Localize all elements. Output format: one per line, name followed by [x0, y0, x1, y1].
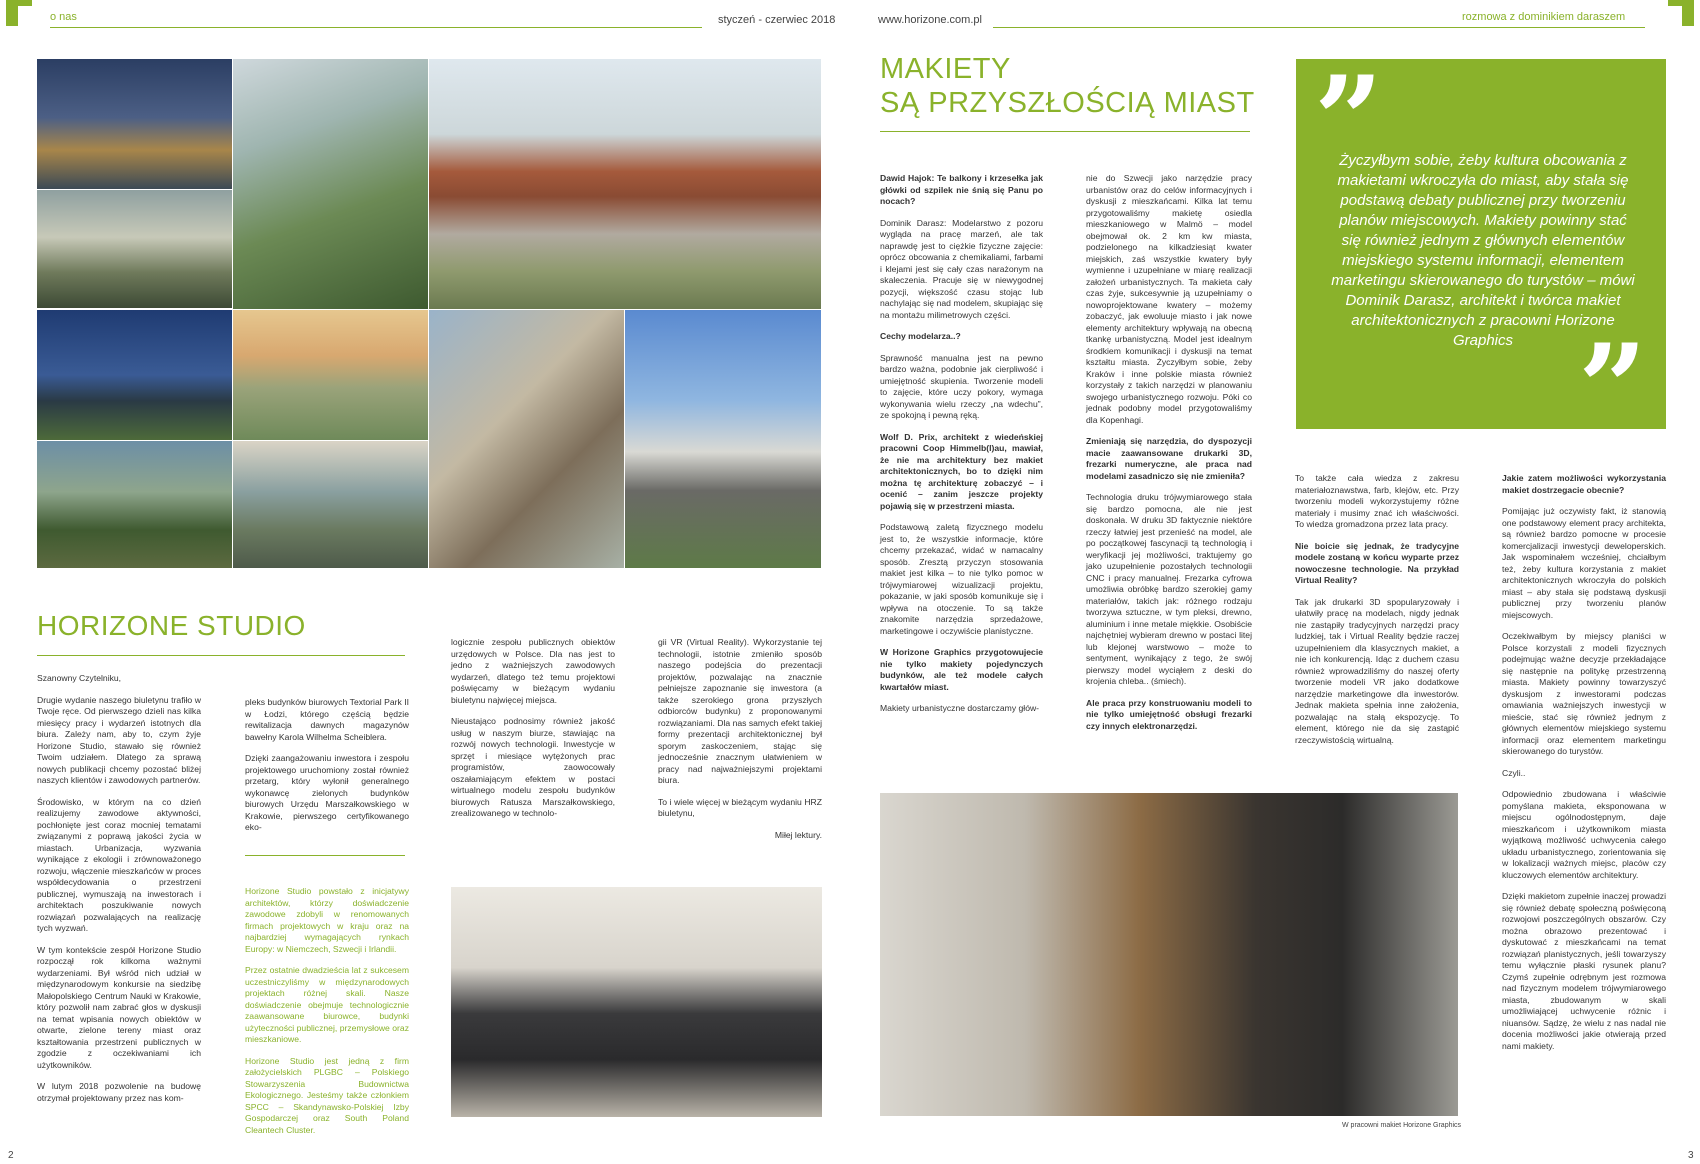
right-title-rule [880, 131, 1250, 132]
question: Zmieniają się narzędzia, do dyspozycji macie zaawansowane drukarki 3D, frezarki numeryczne, ale praca nad modelami zasadniczo się nie zmieniła? [1086, 436, 1252, 481]
left-title-rule [37, 655, 405, 656]
pull-quote: Życzyłbym sobie, żeby kultura obcowania z makietami wkroczyła do miast, aby stała się podstawą debaty publicznej przy tworzeniu planów miejscowych. Makiety powinny stać się również jednym z głównych elementów miejskiego systemu informacji, elementem marketingu skierowanego do turystów – mówi Dominik Darasz, architekt i twórca makiet architektonicznych z pracowni Horizone Graphics [1331, 152, 1635, 349]
paragraph: Pomijając już oczywisty fakt, iż stanowią one podstawowy element pracy architekta, są również bardzo pomocne w procesie komercjalizacji inwestycji deweloperskich. Jak wspominałem wcześniej, chciałbym też, żeby kultura korzystania z makiet architektonicznych wkroczyła do polskich miast – aby stała się podstawą dyskusji publicznej przy tworzeniu planów miejscowych. [1502, 506, 1666, 620]
paragraph: Dominik Darasz: Modelarstwo z pozoru wygląda na pracę marzeń, ale tak naprawdę jest to ciężkie fizyczne zajęcie: oprócz obcowania z chemikaliami, farbami i klejami jest się cały czas narażonym na skaleczenia. Pracuje się w niewygodnej pozycji, większość czasu stojąc lub nachylając się nad modelem, skupiając się na montażu milimetrowych części. [880, 217, 1043, 320]
photo-tree-building [37, 441, 232, 568]
title-line-2: SĄ PRZYSZŁOŚCIĄ MIAST [880, 87, 1255, 119]
paragraph: Makiety urbanistyczne dostarczamy głów- [880, 703, 1040, 713]
paragraph: Nieustająco podnosimy również jakość usług w naszym biurze, stawiając na rozwój nowych technologii. Inwestycje w sprzęt i miesiące wytężonych prac programistów, zaowocowały oszałamiającym efektem w postaci wirtualnego modelu zespołu budynków biurowych Ratusza Marszałkowskiego, zrealizowanego w technolo- [451, 716, 615, 818]
paragraph: Sprawność manualna jest na pewno bardzo ważna, podobnie jak cierpliwość i umiejętność skupienia. Tworzenie modeli to zajęcie, które uczy pokory, wymaga wykonywania wielu rzeczy „na wdechu”, ze spokojną i pewną ręką. [880, 352, 1043, 420]
title-line-1: MAKIETY [880, 53, 1011, 85]
photo-atrium-interior [37, 190, 232, 308]
paragraph: Technologia druku trójwymiarowego stała się bardzo pomocna, ale nie jest doskonała. W druku 3D faktycznie niektóre rzeczy łatwiej jest przenieść na model, ale po początkowej fascynacji tą technologią i weryfikacji jej możliwości, traktujemy go jako uzupełnienie pozostałych technologii CNC i pracy manualnej. Frezarka cyfrowa umożliwia obróbkę bardzo szerokiej gamy materiałów, takich jak: różnego rodzaju tworzywa sztuczne, w tym pleksi, drewno, aluminium i inne metale miękkie. Osobiście najchętniej wybieram drewno w postaci litej lub klejonej warstwowo – może to sentyment, wynikający z tego, że swój pierwszy model wyciąłem z deski do krojenia chleba.. (śmiech). [1086, 492, 1252, 686]
left-column-2 [245, 697, 409, 844]
right-column-3 [1295, 473, 1459, 756]
photo-glass-building-night [37, 59, 232, 189]
right-page-title [880, 52, 1255, 120]
paragraph: Dzięki makietom zupełnie inaczej prowadzi się również debatę społeczną poświęconą rozwojowi poszczególnych obszarów. Czy można obrazowo prezentować i dyskutować z mieszkańcami na temat rozwiązań planistycznych, jeśli towarzyszy temu wyłącznie płaski rysunek planu? Czymś zupełnie odrębnym jest rozmowa nad fizycznym modelem trójwymiarowego miasta, zbudowanym w skali umożliwiającej uchwycenie różnic i niuansów. Sądzę, że wielu z nas nadal nie docenia możliwości jakie otwierają przed nami makiety. [1502, 891, 1666, 1051]
open-quote-icon: ” [1314, 50, 1384, 191]
photo-brick-campus-square [429, 59, 821, 309]
paragraph: Miłej lektury. [774, 829, 822, 840]
right-column-2 [1086, 173, 1252, 742]
question: Cechy modelarza..? [880, 331, 961, 341]
paragraph: pleks budynków biurowych Textorial Park II w Łodzi, którego częścią będzie rewitalizacja dawnych magazynów bawełny Karola Wilhelma Scheiblera. [245, 697, 409, 742]
left-page-title: HORIZONE STUDIO [37, 610, 306, 641]
corner-tab-left [6, 0, 32, 26]
paragraph: Oczekiwałbym by miejscy planiści w Polsce korzystali z modeli fizycznych podejmując ważne decyzje przekładające się następnie na politykę przestrzenną miasta. Makiety powinny towarzyszyć dyskusjom z inwestorami podczas omawiania ważniejszych inwestycji w mieście, stać się również jednym z głównych elementów miejskiego systemu informacji oraz elementem marketingu skierowanego do turystów. [1502, 631, 1666, 756]
left-green-rule [245, 855, 405, 856]
paragraph: Odpowiednio zbudowana i właściwie pomyślana makieta, eksponowana w miejscu ogólnodostępnym, daje mieszkańcom i użytkownikom miasta wyjątkową możliwość uchwycenia całego układu urbanistycznego, zorientowania się w lokalizacji ważnych miejsc, placów czy kluczowych elementów architektury. [1502, 789, 1666, 880]
photo-designer-with-model [880, 793, 1458, 1116]
photo-umbrella-terrace [233, 310, 428, 440]
header-date: styczeń - czerwiec 2018 [718, 14, 836, 26]
paragraph: Horizone Studio jest jedną z firm założycielskich PLGBC – Polskiego Stowarzyszenia Budownictwa Ekologicznego. Jesteśmy także członkiem SPCC – Skandynawsko-Polskiej Izby Gospodarczej oraz South Poland Cleantech Cluster. [245, 1055, 409, 1135]
paragraph: W lutym 2018 pozwolenie na budowę otrzymał projektowany przez nas kom- [37, 1081, 201, 1103]
quote-box [1296, 50, 1666, 459]
paragraph: To i wiele więcej w bieżącym wydaniu HRZ biuletynu, [658, 796, 822, 818]
question: Nie boicie się jednak, że tradycyjne modele zostaną w końcu wyparte przez nowoczesne technologie. Na przykład Virtual Reality? [1295, 540, 1459, 585]
question: Ale praca przy konstruowaniu modeli to nie tylko umiejętność obsługi frezarki czy innych elektronarzędzi. [1086, 697, 1252, 731]
right-column-1 [880, 173, 1043, 725]
right-column-4 [1502, 473, 1666, 1062]
question: Wolf D. Prix, architekt z wiedeńskiej pracowni Coop Himmelb(l)au, mawiał, że nie ma architektury bez makiet architektonicznych, bo to dzięki nim można tę architekturę zobaczyć – i ocenić – zanim jeszcze projekty pojawią się w przestrzeni miasta. [880, 431, 1043, 511]
paragraph: To także cała wiedza z zakresu materiałoznawstwa, farb, klejów, etc. Przy tworzeniu modeli wykorzystujemy różne materiały i musimy znać ich właściwości. To wiedza gromadzona przez lata pracy. [1295, 473, 1459, 529]
header-url: www.horizone.com.pl [878, 14, 982, 26]
paragraph: Środowisko, w którym na co dzień realizujemy zawodowe aktywności, pochłonięte jest coraz mocniej tematami związanymi z poprawą jakości życia w miastach. Urbanizacja, wyzwania wynikające z ekologii i zrównoważonego rozwoju, włączenie mieszkańców w proces współdecydowania o przestrzeni publicznej, wymuszają na inwestorach i architektach poszukiwanie nowych rozwiązań pozwalających na realizację tych wyzwań. [37, 796, 201, 933]
photo-rooftop-garden [233, 441, 428, 568]
question: Dawid Hajok: Te balkony i krzesełka jak główki od szpilek nie śnią się Panu po nocach? [880, 173, 1043, 206]
photo-caption: W pracowni makiet Horizone Graphics [1342, 1122, 1462, 1129]
header-section-left: o nas [50, 11, 77, 23]
photo-modern-house [625, 310, 821, 568]
left-column-4 [658, 637, 822, 851]
paragraph: gii VR (Virtual Reality). Wykorzystanie tej technologii, istotnie zmieniło sposób naszego podejścia do prezentacji projektów, pozwalając na znacznie pełniejsze zapoznanie się inwestora (a także szerokiego grona przyszłych odbiorców budynku) z proponowanymi rozwiązaniami. Dla nas samych efekt takiej formy prezentacji architektonicznej był sporym zaskoczeniem, stając się jednocześnie znacznym ułatwieniem w pracy nad najważniejszymi projektami biura. [658, 637, 822, 785]
corner-tab-right [1668, 0, 1694, 26]
photo-team [451, 887, 822, 1117]
paragraph: Tak jak drukarki 3D spopularyzowały i ułatwiły pracę na modelach, nigdy jednak nie zastąpiły tradycyjnych narzędzi pracy ludzkiej, tak i Virtual Reality będzie raczej uzupełnieniem dla klasycznych makiet, a nie ich konkurencją. Idąc z duchem czasu również wprowadziliśmy do naszej oferty tworzenie modeli VR jako dodatkowe narzędzie marketingowe dla inwestorów. Jednak makieta spełnia inne założenia, pozwalając na stałą ekspozycję. To element, którego nie da się zastąpić rzeczywistością wirtualną. [1295, 596, 1459, 745]
photo-house-dusk [37, 310, 232, 440]
paragraph: nie do Szwecji jako narzędzie pracy urbanistów oraz do celów informacyjnych i dyskusji z mieszkańcami. Kilka lat temu przygotowaliśmy makietę osiedla mieszkaniowego w Malmö – model obejmował ok. 2 km kw miasta, podzielonego na kilkadziesiąt kwater miejskich, zaś wszystkie kwatery były wymienne i uzupełniane w miarę realizacji założeń urbanistycznych. Ta makieta cały czas żyje, sukcesywnie ją uzupełniamy o nowoprojektowane kwatery – możemy zobaczyć, jak ewoluuje miasto i jak nowe elementy architektury wpływają na obecną tkankę urbanistyczną. Model jest idealnym środkiem komunikacji i dyskusji na temat kształtu miasta. Życzyłbym sobie, żeby Kraków i inne polskie miasta również korzystały z takich narzędzi w planowaniu swojego urbanistycznego rozwoju. Póki co jednak podobny model przygotowaliśmy dla Kopenhagi. [1086, 173, 1252, 425]
paragraph: Dzięki zaangażowaniu inwestora i zespołu projektowego uruchomiony został również przetarg, który wyłonił generalnego wykonawcę zielonych budynków biurowych Urzędu Marszałkowskiego w Krakowie, pierwszego certyfikowanego eko- [245, 753, 409, 832]
page-number-right: 3 [1688, 1150, 1694, 1161]
paragraph: Drugie wydanie naszego biuletynu trafiło w Twoje ręce. Od pierwszego dzieli nas kilka miesięcy pracy i wydarzeń istotnych dla biura. Zależy nam, aby to, czym żyje Horizone Studio, stawało się również Twoim udziałem. Dlatego za sprawą nowych publikacji chcemy pozostać bliżej naszych klientów i zawodowych partnerów. [37, 694, 201, 785]
paragraph: logicznie zespołu publicznych obiektów urzędowych w Polsce. Dla nas jest to jedno z ważniejszych zawodowych wydarzeń, dlatego też temu projektowi poświęcamy w bieżącym wydaniu biuletynu najwięcej miejsca. [451, 637, 615, 705]
paragraph: Podstawową zaletą fizycznego modelu jest to, że wszystkie informacje, które chcemy przekazać, widać w namacalny sposób. Zresztą przyczyn stosowania makiet jest kilka – to nie tylko pomoc w trójwymiarowej wizualizacji projektu, pokazanie, w jaki sposób komunikuje się i wpływa na otoczenie. To są także znakomite narzędzia sprzedażowe, marketingowe i oczywiście planistyczne. [880, 522, 1043, 636]
paragraph: Czyli.. [1502, 767, 1526, 778]
header-rule-right [993, 27, 1645, 28]
paragraph: Horizone Studio powstało z inicjatywy architektów, którzy doświadczenie zawodowe zdobyli w renomowanych firmach projektowych w kraju oraz na najbardziej wymagających rynkach Europy: w Niemczech, Szwecji i Irlandii. [245, 886, 409, 954]
left-column-2-green [245, 886, 409, 1146]
page-number-left: 2 [8, 1150, 14, 1161]
question: Jakie zatem możliwości wykorzystania makiet dostrzegacie obecnie? [1502, 473, 1666, 495]
photo-courtyard-greenery [233, 59, 428, 309]
header-section-right: rozmowa z dominikiem daraszem [1462, 11, 1626, 23]
close-quote-icon: ” [1578, 318, 1648, 459]
left-column-3 [451, 637, 615, 830]
paragraph: Przez ostatnie dwadzieścia lat z sukcesem uczestniczyliśmy w międzynarodowych projektach różnej skali. Nasze doświadczenie obejmuje technologicznie zaawansowane biurowce, budynki użyteczności publicznej, przemysłowe oraz mieszkaniowe. [245, 965, 409, 1044]
question: W Horizone Graphics przygotowujecie nie tylko makiety pojedynczych budynków, ale też modele całych kwartałów miast. [880, 647, 1043, 692]
paragraph: Szanowny Czytelniku, [37, 673, 122, 683]
left-column-1 [37, 673, 201, 1114]
paragraph: W tym kontekście zespół Horizone Studio rozpoczął rok kilkoma ważnymi wydarzeniami. Był wśród nich udział w międzynarodowym konkursie na siedzibę Małopolskiego Centrum Nauki w Krakowie, który pozwolił nam zabrać głos w dyskusji na temat wpisania nowych obiektów w otwarte, zielone tereny miast oraz kształtowania przestrzeni publicznych w zgodzie z oczekiwaniami ich użytkowników. [37, 944, 201, 1070]
photo-office-courtyard [429, 310, 624, 568]
header-rule-left [50, 27, 702, 28]
